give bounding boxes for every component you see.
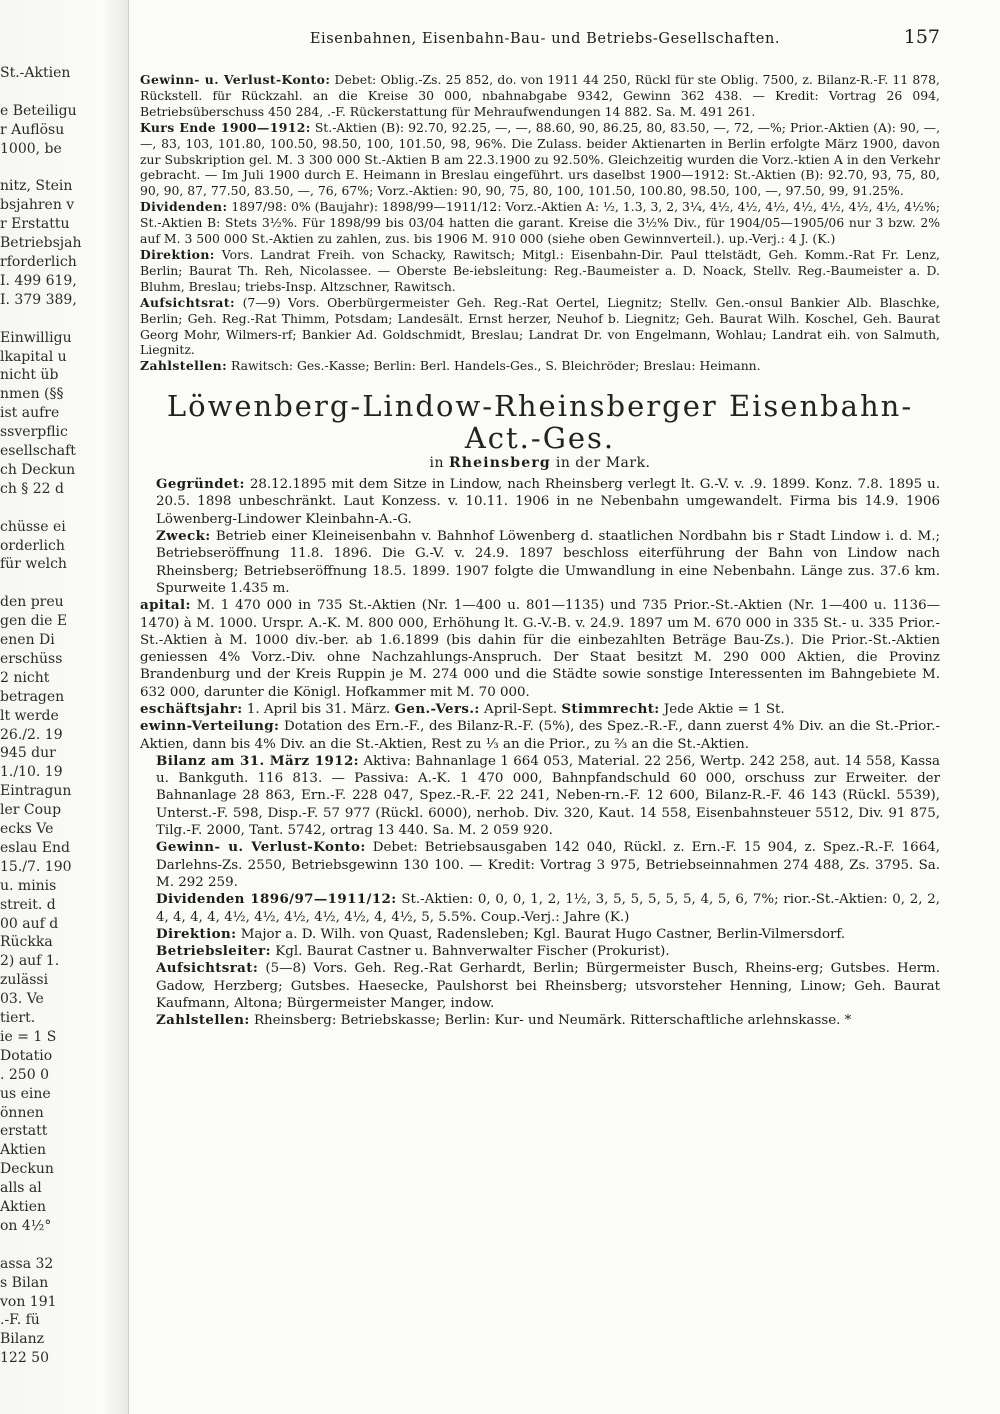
gutter-text-fragment: enen Di	[0, 632, 55, 648]
gutter-text-fragment: Einwilligu	[0, 329, 72, 346]
running-header-title: Eisenbahnen, Eisenbahn-Bau- und Betriebs-Gesellschaften.	[309, 31, 781, 47]
gutter-text-fragment: lkapital u	[0, 348, 67, 365]
gutter-text-fragment: 15./7. 190	[0, 858, 72, 875]
gutter-text-fragment: ler Coup	[0, 802, 62, 819]
text-dividenden-2: St.-Aktien: 0, 0, 0, 1, 2, 1½, 3, 5, 5, 5, 5, 5, 4, 5, 6, 7%; rior.-St.-Aktien: 0, 2, 2, 4, 4, 4, 4, 4½, 4½, 4½, 4½, 4½, 4, 4½, 5, 5.5%. Coup.-Verj.: Jahre (K.)	[156, 892, 940, 925]
text-geschaeftsjahr: 1. April bis 31. März.	[246, 701, 391, 717]
page-content	[140, 26, 941, 1030]
gutter-text-fragment: den preu	[0, 594, 64, 611]
gutter-text-fragment: ch § 22 d	[0, 480, 64, 497]
gutter-text-fragment: Eintragun	[0, 783, 72, 800]
paragraph-zahlstellen	[140, 358, 940, 374]
text-kapital: M. 1 470 000 in 735 St.-Aktien (Nr. 1—400 u. 801—1135) und 735 Prior.-St.-Aktien (Nr. 1—400 u. 1136—1470) à M. 1000. Urspr. A.-K. M. 800 000, Erhöhung lt. G.-V.-B. v. 24.9. 1897 um M. 670 000 in 335 St.- u. 335 Prior.-St.-Aktien à M. 1000 div.-ber. ab 1.6.1899 (bis dahin für die einbezahlten Beträge Bau-Zs.). Die Prior.-St.-Aktien geniessen 4% Vorz.-Div. ohne Nachzahlungs-Anspruch. Der Staat besitzt M. 290 000 Aktien, die Provinz Brandenburg und der Kreis Ruppin je M. 274 000 und die Städte sowie sonstige Interessenten im Bahngebiete M. 632 000, darunter die Königl. Hofkammer mit M. 70 000.	[140, 598, 940, 700]
gutter-text-fragment: 26./2. 19	[0, 726, 63, 743]
label-geschaeftsjahr: eschäftsjahr:	[140, 700, 243, 717]
paragraph-kurs	[140, 120, 940, 200]
gutter-text-fragment: . 250 0	[0, 1066, 49, 1083]
gutter-text-fragment: St.-Aktien	[0, 65, 71, 81]
label-dividenden-2: Dividenden 1896/97—1911/12:	[156, 891, 397, 908]
label-gewinn-verteilung: ewinn-Verteilung:	[140, 718, 280, 735]
gutter-text-fragment: chüsse ei	[0, 518, 66, 535]
text-gewinn-konto: Debet: Oblig.-Zs. 25 852, do. von 1911 44 250, Rückl für ste Oblig. 7500, z. Bilanz-R.-F. 11 878, Rückstell. für Rückzahl. an die Kreise 30 000, nbahnabgabe 9342, Gewinn 362 438. — Kredit: Vortrag 26 094, Betriebsüberschuss 450 284, .-F. Rückerstattung für Mehraufwendungen 14 882. Sa. M. 491 261.	[140, 72, 940, 119]
gutter-text-fragment: Bilanz	[0, 1331, 44, 1348]
text-zahlstellen: Rawitsch: Ges.-Kasse; Berlin: Berl. Handels-Ges., S. Bleichröder; Breslau: Heimann.	[231, 358, 761, 374]
gutter-text-fragment: ist aufre	[0, 405, 60, 422]
text-betriebsleiter: Kgl. Baurat Castner u. Bahnverwalter Fischer (Prokurist).	[275, 944, 670, 960]
paragraph-kapital	[140, 597, 940, 701]
text-stimmrecht: Jede Aktie = 1 St.	[663, 701, 785, 717]
gutter-text-fragment: erstatt	[0, 1123, 48, 1140]
label-bilanz: Bilanz am 31. März 1912:	[156, 752, 360, 769]
label-aufsichtsrat: Aufsichtsrat:	[140, 294, 235, 310]
gutter-text-fragment: Rückka	[0, 934, 53, 951]
label-gewinn-konto: Gewinn- u. Verlust-Konto:	[140, 72, 331, 87]
gutter-text-fragment: 2 nicht	[0, 669, 50, 686]
gutter-text-fragment: r Auflösu	[0, 121, 65, 138]
gutter-text-fragment: .-F. fü	[0, 1312, 40, 1329]
gutter-text-fragment: zulässi	[0, 972, 49, 989]
gutter-text-fragment: streit. d	[0, 896, 56, 913]
text-direktion: Vors. Landrat Freih. von Schacky, Rawitsch; Mitgl.: Eisenbahn-Dir. Paul ttelstädt, Geh. Komm.-Rat Fr. Lenz, Berlin; Baurat Th. Reh, Nicolassee. — Oberste Be-iebsleitung: Reg.-Baumeister a. D. Noack, Stellv. Reg.-Baumeister a. D. Bluhm, Breslau; triebs-Insp. Altzschner, Rawitsch.	[140, 246, 940, 294]
gutter-text-fragment: Betriebsjah	[0, 235, 82, 252]
text-gewinn-verteilung: Dotation des Ern.-F., des Bilanz-R.-F. (5%), des Spez.-R.-F., dann zuerst 4% Div. an die St.-Prior.-Aktien, dann bis 4% Div. an die St.-Aktien, Rest zu ⅓ an die Prior., zu ⅔ an die St.-Aktien.	[140, 719, 940, 752]
text-dividenden: 1897/98: 0% (Baujahr): 1898/99—1911/12: Vorz.-Aktien A: ½, 1.3, 3, 2, 3¼, 4½, 4½, 4½, 4½, 4½, 4½, 4½, 4½%; St.-Aktien B: Stets 3½%. Für 1898/99 bis 03/04 hatten die garant. Kreise die 3½% Div., für 1904/05—1905/06 nur 3 bzw. 2% auf M. 3 500 000 St.-Aktien zu zahlen, zus. bis 1906 M. 910 000 (siehe oben Gewinnverteil.). up.-Verj.: 4 J. (K.)	[140, 199, 940, 247]
text-zweck: Betrieb einer Kleineisenbahn v. Bahnhof Löwenberg d. staatlichen Nordbahn bis r Stadt Lindow i. d. M.; Betriebseröffnung 11.8. 1896. Die G.-V. v. 24.9. 1897 beschloss eiterführung der Bahn von Lindow nach Rheinsberg; Betriebseröffnung 18.5. 1899. 1907 folgte die Umwandlung in eine Nebenbahn. Länge zus. 37.6 km. Spurweite 1.435 m.	[156, 529, 940, 596]
paragraph-gewinn-verlust	[140, 839, 940, 891]
paragraph-gewinn-verteilung	[140, 718, 940, 753]
label-zweck: Zweck:	[156, 528, 211, 545]
gutter-text-fragment: önnen	[0, 1104, 44, 1121]
location-suffix: in der Mark.	[555, 455, 651, 472]
gutter-text-fragment: 945 dur	[0, 745, 56, 762]
location-prefix: in	[429, 455, 444, 472]
gutter-text-fragment: esellschaft	[0, 443, 76, 459]
label-direktion: Direktion:	[140, 246, 215, 262]
gutter-text-fragment: rforderlich	[0, 254, 77, 270]
gutter-text-fragment: ch Deckun	[0, 461, 76, 478]
label-direktion-2: Direktion:	[156, 925, 237, 942]
gutter-text-fragment: us eine	[0, 1085, 51, 1102]
paragraph-betriebsleiter	[140, 943, 940, 960]
label-kurs: Kurs Ende 1900—1912:	[140, 119, 311, 135]
gutter-text-fragment: on 4½°	[0, 1217, 52, 1234]
gutter-text-fragment: von 191	[0, 1293, 57, 1310]
paragraph-zweck	[140, 528, 940, 597]
gutter-text-fragment: für welch	[0, 556, 67, 573]
gutter-text-fragment: orderlich	[0, 537, 65, 554]
paragraph-bilanz	[140, 753, 940, 839]
gutter-text-fragment: lt werde	[0, 707, 59, 724]
gutter-text-fragment: betragen	[0, 688, 65, 705]
gutter-text-fragment: ecks Ve	[0, 821, 54, 837]
label-stimmrecht: Stimmrecht:	[561, 700, 660, 717]
company-location	[140, 456, 940, 472]
text-zahlstellen-2: Rheinsberg: Betriebskasse; Berlin: Kur- und Neumärk. Ritterschaftliche arlehnskasse. *	[253, 1013, 852, 1029]
gutter-text-fragment: eslau End	[0, 839, 70, 856]
gutter-text-fragment: 1000, be	[0, 140, 62, 157]
left-page-gutter	[0, 0, 129, 1414]
gutter-text-fragment: Deckun	[0, 1161, 54, 1178]
page-number: 157	[903, 26, 940, 48]
gutter-text-fragment: assa 32	[0, 1255, 54, 1272]
text-bilanz: Aktiva: Bahnanlage 1 664 053, Material. 22 256, Wertp. 242 258, aut. 14 558, Kassa u. Bankguth. 116 813. — Passiva: A.-K. 1 470 000, Bahnpfandschuld 60 000, orschuss zur Erweiter. der Bahnanlage 28 863, Ern.-F. 228 047, Spez.-R.-F. 22 241, Neben-rn.-F. 12 600, Bilanz-R.-F. 46 143 (Rückl. 5539), Unterst.-F. 598, Disp.-F. 57 977 (Rückl. 6000), nerhob. Div. 320, Kaut. 14 558, Eisenbahnsteuer 5512, Div. 91 875, Tilg.-F. 2000, Tant. 5742, ortrag 13 440. Sa. M. 2 059 920.	[156, 753, 940, 839]
running-header	[140, 26, 940, 60]
text-aufsichtsrat: (7—9) Vors. Oberbürgermeister Geh. Reg.-Rat Oertel, Liegnitz; Stellv. Gen.-onsul Bankier Alb. Blaschke, Berlin; Geh. Reg.-Rat Thimm, Potsdam; Landesält. Ernst herzer, Neuhof b. Liegnitz; Geh. Baurat Wilh. Koschel, Geh. Baurat Georg Mohr, Wilmers-rf; Bankier Ad. Goldschmidt, Breslau; Landrat Dr. von Engelmann, Wohlau; Landrat eih. von Salmuth, Liegnitz.	[140, 294, 940, 358]
gutter-text-fragment: I. 499 619,	[0, 272, 77, 289]
gutter-text-fragment: tiert.	[0, 1010, 36, 1026]
text-kurs: St.-Aktien (B): 92.70, 92.25, —, —, 88.60, 90, 86.25, 80, 83.50, —, 72, —%; Prior.-Aktien (A): 90, —, —, 83, 103, 101.80, 100.50, 98.50, 100, 101.50, 98, 96%. Die Zulass. beider Aktienarten in Berlin erfolgte März 1900, davon zur Subskription gel. M. 3 300 000 St.-Aktien B am 22.3.1900 zu 92.50%. Gleichzeitig wurden die Vorz.-ktien A in den Verkehr gebracht. — Im Juli 1900 durch E. Heimann in Breslau eingeführt. urs daselbst 1900—1912: St.-Aktien (B): 92.70, 93, 75, 80, 90, 90, 87, 77.50, 83.50, —, 76, 67%; Vorz.-Aktien: 90, 90, 75, 80, 100, 101.50, 100.80, 98.50, 100, —, 97.50, 99, 91.25%.	[140, 119, 941, 199]
text-gewinn-verlust: Debet: Betriebsausgaben 142 040, Rückl. z. Ern.-F. 15 904, z. Spez.-R.-F. 1664, Darlehns-Zs. 2550, Betriebsgewinn 130 100. — Kredit: Vortrag 3 975, Betriebseinnahmen 274 488, Zs. 3795. Sa. M. 292 259.	[156, 840, 940, 890]
gutter-text-fragment: u. minis	[0, 877, 57, 894]
gutter-text-fragment: Aktien	[0, 1199, 46, 1215]
text-gegruendet: 28.12.1895 mit dem Sitze in Lindow, nach Rheinsberg verlegt lt. G.-V. v. .9. 1899. Konz. 7.8. 1895 u. 20.5. 1898 unbeschränkt. Laut Konzess. v. 10.11. 1906 in ne Nebenbahn umgewandelt. Firma bis 14.9. 1906 Löwenberg-Lindower Kleinbahn-A.-G.	[156, 477, 940, 527]
paragraph-direktion-2	[140, 926, 940, 943]
paragraph-dividenden-2	[140, 891, 940, 926]
gutter-text-fragment: I. 379 389,	[0, 291, 77, 308]
gutter-text-fragment: erschüss	[0, 650, 63, 667]
gutter-text-fragment: Dotatio	[0, 1047, 53, 1064]
text-direktion-2: Major a. D. Wilh. von Quast, Radensleben; Kgl. Baurat Hugo Castner, Berlin-Vilmersdorf.	[240, 926, 846, 942]
paragraph-zahlstellen-2	[140, 1012, 940, 1029]
location-city: Rheinsberg	[448, 455, 551, 472]
gutter-text-fragment: nicht üb	[0, 367, 59, 384]
label-zahlstellen: Zahlstellen:	[140, 358, 228, 374]
gutter-text-fragment: nitz, Stein	[0, 178, 73, 195]
label-dividenden: Dividenden:	[140, 199, 228, 215]
gutter-text-fragment: e Beteiligu	[0, 102, 77, 119]
gutter-text-fragment: ie = 1 S	[0, 1028, 57, 1045]
paragraph-aufsichtsrat-2	[140, 960, 940, 1012]
gutter-text-fragment: gen die E	[0, 613, 68, 630]
paragraph-gegruendet	[140, 476, 940, 528]
gutter-text-fragment: 03. Ve	[0, 991, 44, 1008]
label-kapital: apital:	[140, 597, 191, 614]
text-aufsichtsrat-2: (5—8) Vors. Geh. Reg.-Rat Gerhardt, Berlin; Bürgermeister Busch, Rheins-erg; Gutsbes. Herm. Gadow, Herzberg; Gutsbes. Haesecke, Paulshorst bei Rheinsberg; utsvorsteher Henning, Linow; Geh. Baurat Kaufmann, Altona; Bürgermeister Manger, indow.	[156, 961, 940, 1012]
text-gen-vers: April-Sept.	[484, 701, 558, 717]
gutter-text-fragment: s Bilan	[0, 1274, 49, 1291]
gutter-text-fragment: nmen (§§	[0, 386, 64, 403]
gutter-text-fragment: bsjahren v	[0, 197, 75, 214]
paragraph-aufsichtsrat	[140, 295, 940, 359]
gutter-text-fragment: 122 50	[0, 1350, 49, 1367]
paragraph-direktion	[140, 247, 940, 295]
paragraph-gewinn-konto	[140, 72, 940, 120]
label-betriebsleiter: Betriebsleiter:	[156, 943, 271, 960]
gutter-text-fragment: r Erstattu	[0, 216, 70, 233]
paragraph-dividenden	[140, 199, 940, 247]
entry-loewenberg-lindow	[140, 476, 940, 1030]
label-gegruendet: Gegründet:	[156, 476, 245, 493]
company-title: Löwenberg-Lindow-Rheinsberger Eisenbahn-Act.-Ges.	[166, 389, 914, 456]
label-aufsichtsrat-2: Aufsichtsrat:	[156, 960, 259, 977]
entry-previous-company	[140, 72, 940, 374]
gutter-text-fragment: 00 auf d	[0, 915, 59, 932]
gutter-text-fragment: alls al	[0, 1180, 42, 1197]
label-gewinn-verlust: Gewinn- u. Verlust-Konto:	[156, 839, 366, 856]
gutter-text-fragment: 1./10. 19	[0, 764, 63, 781]
label-zahlstellen-2: Zahlstellen:	[156, 1012, 250, 1029]
gutter-text-fragment: Aktien	[0, 1142, 46, 1159]
gutter-text-fragment: 2) auf 1.	[0, 953, 60, 970]
label-gen-vers: Gen.-Vers.:	[394, 700, 480, 717]
gutter-text-fragment: ssverpflic	[0, 424, 68, 441]
paragraph-geschaeftsjahr	[140, 701, 940, 718]
